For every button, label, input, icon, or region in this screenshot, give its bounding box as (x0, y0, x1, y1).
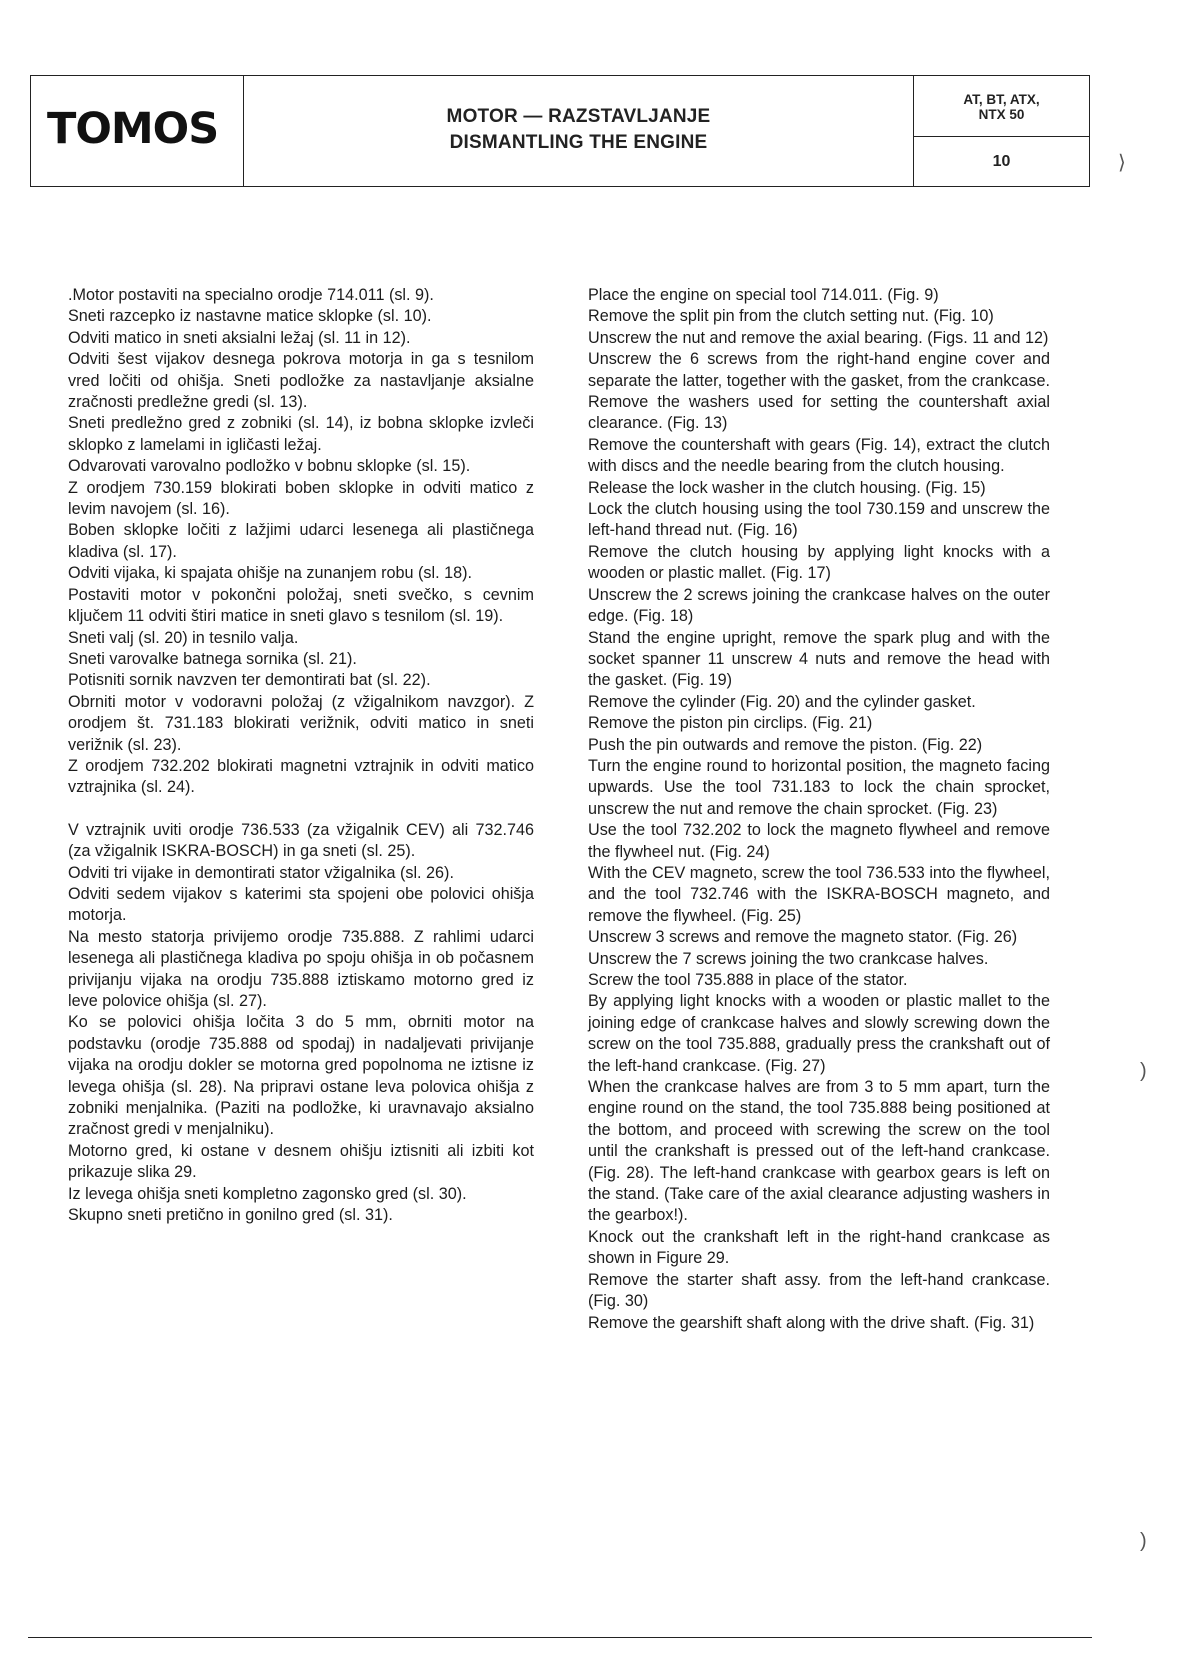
paragraph: Unscrew the 7 screws joining the two crankcase halves. (588, 949, 989, 968)
paragraph: Release the lock washer in the clutch housing. (Fig. 15) (588, 478, 986, 497)
bottom-rule (28, 1637, 1092, 1638)
paragraph: Unscrew the 6 screws from the right-hand engine cover and separate the latter, together with the gasket, from the crankcase. Remove the washers used for setting the countershaft axial clearance. (Fig. 13) (588, 350, 1050, 433)
paragraph: Odviti tri vijake in demontirati stator vžigalnika (sl. 26). (68, 863, 454, 882)
paragraph: Remove the countershaft with gears (Fig. 14), extract the clutch with discs and the needle bearing from the clutch housing. (588, 435, 1050, 476)
paragraph: When the crankcase halves are from 3 to 5 mm apart, turn the engine round on the stand, the tool 735.888 being positioned at the bottom, and proceed with screwing the screw on the tool until the crankshaft is pressed out of the left-hand crankcase. (Fig. 28). The left-hand crankcase with gearbox gears is left on the stand. (Take care of the axial clearance adjusting washers in the gearbox!). (588, 1078, 1050, 1225)
paragraph: V vztrajnik uviti orodje 736.533 (za vžigalnik CEV) ali 732.746 (za vžigalnik ISKRA-BOSCH) in ga sneti (sl. 25). (68, 820, 534, 861)
title-slovene: MOTOR — RAZSTAVLJANJE (446, 106, 711, 127)
title-cell (244, 76, 914, 186)
paragraph: Remove the starter shaft assy. from the left-hand crankcase. (Fig. 30) (588, 1270, 1050, 1311)
paragraph: Z orodjem 732.202 blokirati magnetni vztrajnik in odviti matico vztrajnika (sl. 24). (68, 756, 534, 797)
paragraph: Motorno gred, ki ostane v desnem ohišju iztisniti ali izbiti kot prikazuje slika 29. (68, 1141, 534, 1182)
model-cell-divider (914, 136, 1089, 137)
paragraph: Boben sklopke ločiti z lažjimi udarci lesenega ali plastičnega kladiva (sl. 17). (68, 521, 534, 561)
paragraph: Remove the cylinder (Fig. 20) and the cylinder gasket. (588, 692, 976, 711)
paragraph: .Motor postaviti na specialno orodje 714.011 (sl. 9). (68, 286, 434, 304)
paragraph: Sneti valj (sl. 20) in tesnilo valja. (68, 628, 299, 647)
paragraph: Postaviti motor v pokončni položaj, sneti svečko, s cevnim ključem 11 odviti štiri matice in sneti glavo s tesnilom (sl. 19). (68, 585, 534, 626)
english-column (588, 285, 1050, 1334)
paragraph: Na mesto statorja privijemo orodje 735.888. Z rahlimi udarci lesenega ali plastičnega kladiva po spoju ohišja in ob počasnem privijanju vijaka na orodju 735.888 iztiskamo motorno gred iz leve polovice ohišja (sl. 27). (68, 927, 534, 1010)
paragraph: Remove the split pin from the clutch setting nut. (Fig. 10) (588, 307, 994, 326)
paragraph: Odviti šest vijakov desnega pokrova motorja in ga s tesnilom vred ločiti od ohišja. Sneti podložke za nastavljanje aksialne zračnosti predležne gredi (sl. 13). (68, 350, 534, 412)
paragraph: Z orodjem 730.159 blokirati boben sklopke in odviti matico z levim navojem (sl. 16). (68, 478, 534, 519)
model-cell (914, 76, 1089, 186)
paragraph: Sneti varovalke batnega sornika (sl. 21). (68, 649, 357, 668)
paragraph: Remove the clutch housing by applying light knocks with a wooden or plastic mallet. (Fig. 17) (588, 542, 1050, 583)
paragraph: Odviti matico in sneti aksialni ležaj (sl. 11 in 12). (68, 328, 411, 347)
paragraph: Obrniti motor v vodoravni položaj (z vžigalnikom navzgor). Z orodjem št. 731.183 blokirati verižnik, odviti matico in sneti verižnik (sl. 23). (68, 692, 534, 754)
paragraph: Ko se polovici ohišja ločita 3 do 5 mm, obrniti motor na podstavku (orodje 735.888 od spodaj) in nadaljevati privijanje vijaka na orodju dokler se motorna gred popolnoma ne iztisne iz levega ohišja (sl. 28). Na pripravi ostane leva polovica ohišja z zobniki menjalnika. (Paziti na podložke, ki uravnavajo aksialno zračnost gredi v menjalniku). (68, 1013, 534, 1139)
binder-hole-mark: ) (1140, 1530, 1147, 1552)
page-number: 10 (992, 153, 1011, 170)
model-list-line2: NTX 50 (978, 107, 1025, 122)
paragraph: Use the tool 732.202 to lock the magneto flywheel and remove the flywheel nut. (Fig. 24) (588, 821, 1050, 861)
brand-cell (31, 76, 244, 186)
paragraph: Skupno sneti pretično in gonilno gred (sl. 31). (68, 1206, 393, 1225)
paragraph: Knock out the crankshaft left in the right-hand crankcase as shown in Figure 29. (588, 1227, 1050, 1268)
page-header (30, 75, 1090, 187)
paragraph: Remove the piston pin circlips. (Fig. 21) (588, 714, 873, 733)
model-list-line1: AT, BT, ATX, (963, 92, 1040, 107)
brand-logo: TOMOS (47, 104, 219, 154)
paragraph: Remove the gearshift shaft along with the drive shaft. (Fig. 31) (588, 1313, 1035, 1332)
paragraph: Potisniti sornik navzven ter demontirati bat (sl. 22). (68, 671, 431, 690)
paragraph: By applying light knocks with a wooden or plastic mallet to the joining edge of crankcase halves and slowly screwing down the screw on the tool 735.888, gradually press the crankshaft out of the left-hand crankcase. (Fig. 27) (588, 992, 1050, 1075)
paragraph: Turn the engine round to horizontal position, the magneto facing upwards. Use the tool 731.183 to lock the chain sprocket, unscrew the nut and remove the chain sprocket. (Fig. 23) (588, 756, 1050, 818)
binder-hole-mark: ) (1140, 1060, 1147, 1082)
paragraph: Lock the clutch housing using the tool 730.159 and unscrew the left-hand thread nut. (Fig. 16) (588, 500, 1050, 540)
paragraph: With the CEV magneto, screw the tool 736.533 into the flywheel, and the tool 732.746 with the ISKRA-BOSCH magneto, and remove the flywheel. (Fig. 25) (588, 863, 1050, 925)
paragraph: Odviti sedem vijakov s katerimi sta spojeni obe polovici ohišja motorja. (68, 884, 534, 925)
paragraph: Odvarovati varovalno podložko v bobnu sklopke (sl. 15). (68, 457, 471, 476)
title-english: DISMANTLING THE ENGINE (449, 132, 708, 153)
paragraph: Unscrew the nut and remove the axial bearing. (Figs. 11 and 12) (588, 328, 1049, 347)
paragraph: Screw the tool 735.888 in place of the stator. (588, 971, 908, 989)
paragraph: Unscrew the 2 screws joining the crankcase halves on the outer edge. (Fig. 18) (588, 585, 1050, 626)
binder-hole-mark: ⟩ (1118, 152, 1126, 174)
paragraph: Iz levega ohišja sneti kompletno zagonsko gred (sl. 30). (68, 1184, 467, 1203)
paragraph: Place the engine on special tool 714.011. (Fig. 9) (588, 286, 939, 304)
paragraph: Push the pin outwards and remove the piston. (Fig. 22) (588, 735, 983, 754)
paragraph: Stand the engine upright, remove the spark plug and with the socket spanner 11 unscrew 4 nuts and remove the head with the gasket. (Fig. 19) (588, 628, 1050, 690)
paragraph: Sneti predležno gred z zobniki (sl. 14), iz bobna sklopke izvleči sklopko z lamelami in igličasti ležaj. (68, 414, 534, 454)
paragraph: Sneti razcepko iz nastavne matice sklopke (sl. 10). (68, 307, 432, 326)
slovene-column (68, 285, 534, 1226)
paragraph: Unscrew 3 screws and remove the magneto stator. (Fig. 26) (588, 928, 1018, 947)
paragraph: Odviti vijaka, ki spajata ohišje na zunanjem robu (sl. 18). (68, 564, 472, 583)
